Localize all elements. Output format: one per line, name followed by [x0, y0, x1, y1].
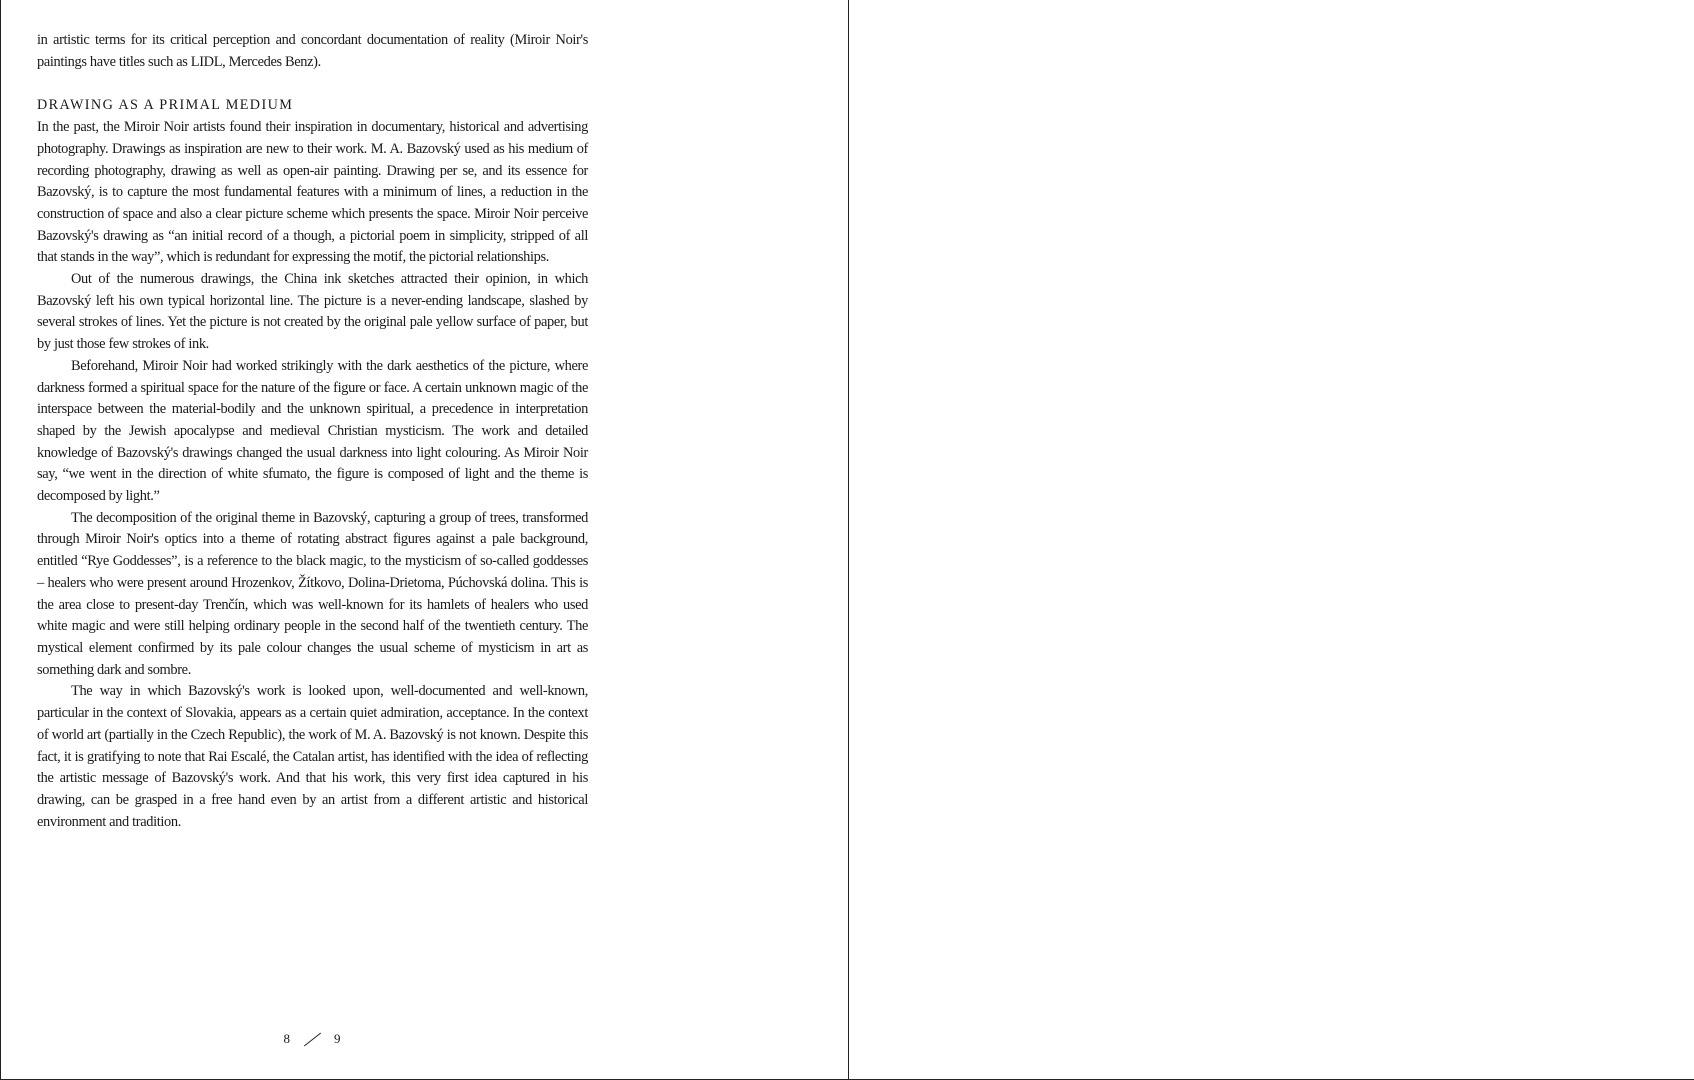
body-paragraph: Beforehand, Miroir Noir had worked strikingly with the dark aesthetics of the picture, where darkness formed a spiritual space for the nature of the figure or face. A certain unknown magic of the interspace between the material-bodily and the unknown spiritual, a precedence in interpretation shaped by the Jewish apocalypse and medieval Christian mysticism. The work and detailed knowledge of Bazovský's drawings changed the usual darkness into light colouring. As Miroir Noir say, “we went in the direction of white sfumato, the figure is composed of light and the theme is decomposed by light.” [37, 357, 588, 505]
body-paragraph: The decomposition of the original theme in Bazovský, capturing a group of trees, transformed through Miroir Noir's optics into a theme of rotating abstract figures against a pale background, entitled “Rye Goddesses”, is a reference to the black magic, to the mysticism of so-called goddesses – healers who were present around Hrozenkov, Žítkovo, Dolina-Drietoma, Púchovská dolina. This is the area close to present-day Trenčín, which was well-known for its hamlets of healers who used white magic and were still helping ordinary people in the second half of the twentieth century. The mystical element confirmed by its pale colour changes the usual scheme of mysticism in art as something dark and sombre. [37, 509, 588, 678]
text-column [37, 30, 588, 833]
body-paragraph: The way in which Bazovský's work is looked upon, well-documented and well-known, particular in the context of Slovakia, appears as a certain quiet admiration, acceptance. In the context of world art (partially in the Czech Republic), the work of M. A. Bazovský is not known. Despite this fact, it is gratifying to note that Rai Escalé, the Catalan artist, has identified with the idea of reflecting the artistic message of Bazovský's work. And that his work, this very first idea captured in his drawing, can be grasped in a free hand even by an artist from a different artistic and historical environment and tradition. [37, 683, 588, 830]
slash-separator-icon [304, 1031, 320, 1047]
section-heading: DRAWING AS A PRIMAL MEDIUM [37, 97, 294, 114]
page-number-current: 8 [283, 1031, 290, 1047]
body-paragraph: Out of the numerous drawings, the China ink sketches attracted their opinion, in which Bazovský left his own typical horizontal line. The picture is a never-ending landscape, slashed by several strokes of lines. Yet the picture is not created by the original pale yellow surface of paper, but by just those few strokes of ink. [37, 271, 588, 353]
page-number [2, 1030, 622, 1052]
right-page-blank [850, 0, 1694, 1079]
opening-paragraph: in artistic terms for its critical perception and concordant documentation of reality (Miroir Noir's paintings have titles such as LIDL, Mercedes Benz). [37, 32, 588, 70]
body-paragraph: In the past, the Miroir Noir artists found their inspiration in documentary, historical and advertising photography. Drawings as inspiration are new to their work. M. A. Bazovský used as his medium of recording photography, drawing as well as open-air painting. Drawing per se, and its essence for Bazovský, is to capture the most fundamental features with a minimum of lines, a reduction in the construction of space and also a clear picture scheme which presents the space. Miroir Noir perceive Bazovský's drawing as “an initial record of a though, a pictorial poem in simplicity, stripped of all that stands in the way”, which is redundant for expressing the motif, the pictorial relationships. [37, 119, 588, 266]
page-number-total: 9 [334, 1031, 341, 1047]
left-page [2, 0, 849, 1079]
